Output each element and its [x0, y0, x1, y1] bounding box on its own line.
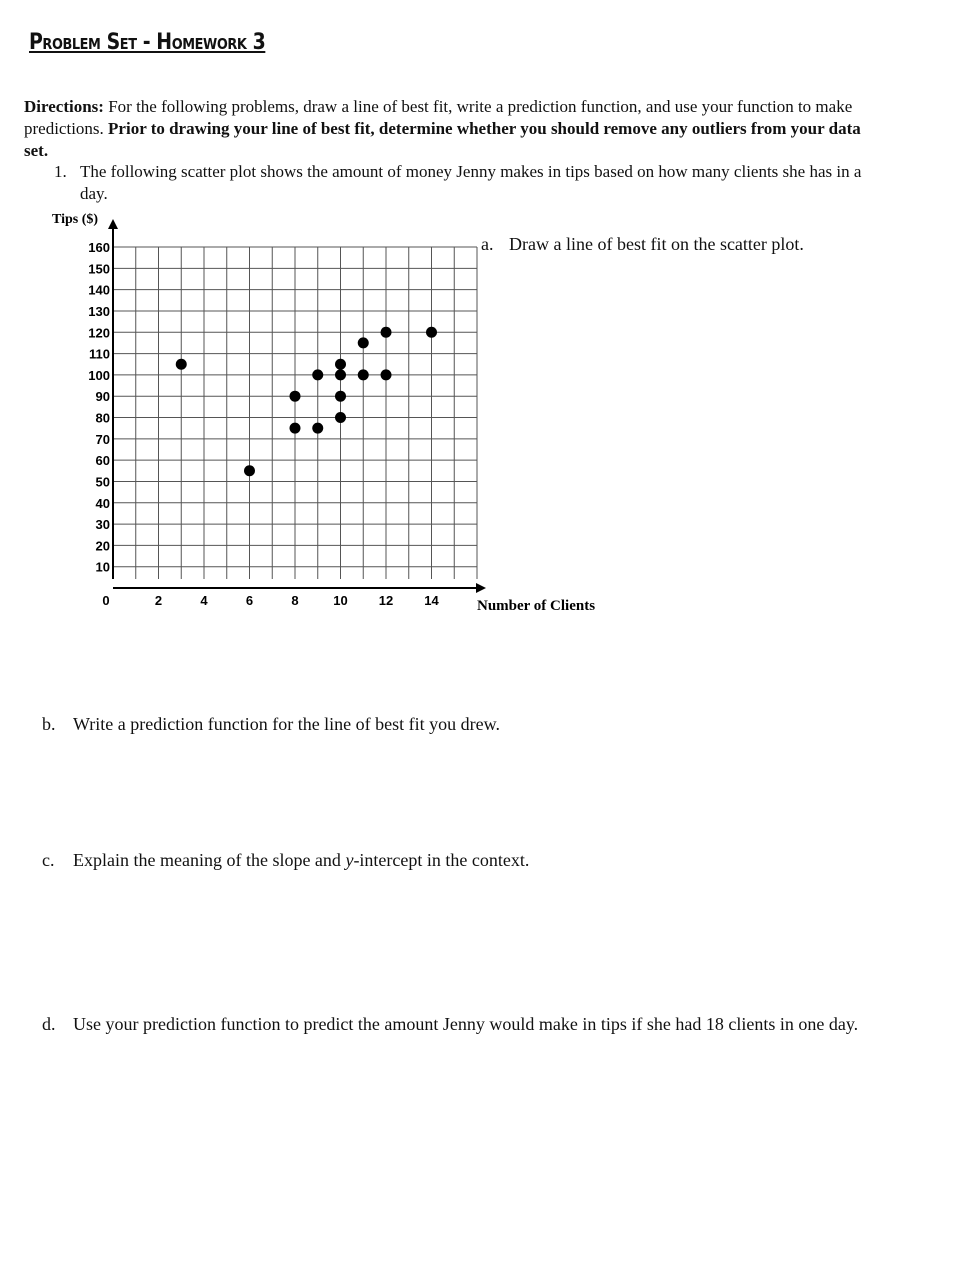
data-point [312, 369, 323, 380]
data-point [312, 423, 323, 434]
y-tick-label: 90 [95, 389, 110, 405]
y-tick-label: 160 [88, 240, 110, 255]
x-tick-label: 4 [200, 593, 208, 608]
x-tick-label: 12 [378, 593, 394, 608]
question-b-text: Write a prediction function for the line of best fit you drew. [73, 714, 500, 734]
question-d-label: d. [42, 1014, 56, 1034]
data-points [176, 327, 437, 477]
x-axis-label: Number of Clients [477, 598, 596, 614]
x-tick-label: 10 [333, 593, 348, 608]
question-c-label: c. [42, 850, 55, 870]
data-point [290, 391, 301, 402]
data-point [335, 369, 346, 380]
data-point [358, 369, 369, 380]
data-point [335, 391, 346, 402]
question-a-text: Draw a line of best fit on the scatter plot. [509, 234, 804, 254]
x-tick-labels [102, 593, 439, 608]
directions-text: For the following problems, draw a line of best fit, write a prediction function, and use your function to make predictions. [24, 97, 853, 138]
directions [24, 96, 884, 162]
data-point [358, 337, 369, 348]
data-point [381, 327, 392, 338]
data-point [426, 327, 437, 338]
y-tick-label: 120 [88, 325, 110, 341]
y-tick-label: 60 [95, 453, 110, 469]
x-axis-arrow [476, 583, 486, 593]
y-tick-label: 40 [95, 495, 110, 511]
question-d-text: Use your prediction function to predict the amount Jenny would make in tips if she had 18 clients in one day. [73, 1014, 859, 1034]
y-tick-label: 100 [88, 367, 110, 383]
y-tick-label: 10 [95, 559, 110, 575]
y-tick-label: 130 [88, 303, 110, 319]
chart-axes [108, 219, 486, 593]
question-c-italic: y [345, 850, 354, 870]
data-point [176, 359, 187, 370]
data-point [290, 423, 301, 434]
y-tick-label: 70 [95, 431, 110, 447]
data-point [381, 369, 392, 380]
question-a-label: a. [481, 234, 494, 254]
page-title: Problem Set - Homework 3 [29, 30, 266, 55]
scatter-plot [40, 205, 620, 625]
y-tick-label: 50 [95, 474, 110, 490]
x-tick-label: 8 [291, 593, 299, 608]
y-tick-label: 150 [88, 261, 110, 277]
y-tick-labels [88, 240, 110, 575]
problem-number: 1. [54, 162, 67, 181]
y-axis-arrow [108, 219, 118, 229]
question-c-text-after: -intercept in the context. [353, 850, 530, 870]
y-tick-label: 30 [95, 517, 110, 533]
problem-text: The following scatter plot shows the amount of money Jenny makes in tips based on how many clients she has in a day. [80, 162, 862, 203]
y-tick-label: 80 [95, 410, 110, 426]
data-point [335, 412, 346, 423]
data-point [335, 359, 346, 370]
question-c-text [73, 846, 529, 874]
x-tick-label: 14 [424, 593, 439, 608]
directions-label: Directions: [24, 97, 104, 116]
data-point [244, 465, 255, 476]
directions-bold-text: Prior to drawing your line of best fit, determine whether you should remove any outliers from your data set. [24, 119, 861, 160]
x-tick-label: 0 [102, 593, 110, 608]
x-tick-label: 6 [245, 593, 254, 608]
y-axis-label: Tips ($) [52, 212, 99, 227]
y-tick-label: 140 [88, 282, 110, 298]
chart-grid [113, 247, 477, 579]
question-c-text-before: Explain the meaning of the slope and [73, 850, 346, 870]
y-tick-label: 20 [95, 538, 110, 554]
y-tick-label: 110 [89, 346, 110, 362]
x-tick-label: 2 [154, 593, 163, 608]
question-b-label: b. [42, 714, 56, 734]
